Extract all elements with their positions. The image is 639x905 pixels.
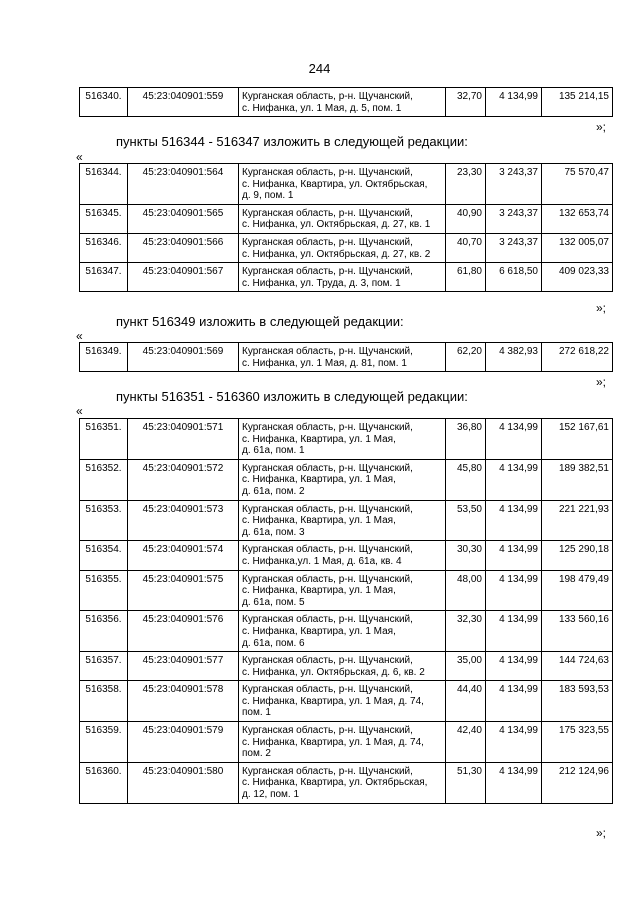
row-number-cell xyxy=(80,164,128,205)
area-cell xyxy=(446,681,486,722)
area-cell xyxy=(446,88,486,117)
row-number-cell xyxy=(80,343,128,372)
cadastral-value-cell xyxy=(542,681,613,722)
table-row xyxy=(80,343,613,372)
cadastral-number-text: 45:23:040901:574 xyxy=(142,544,224,556)
address-text: Курганская область, р-н. Щучанский, xyxy=(242,544,413,556)
address-text: Курганская область, р-н. Щучанский, xyxy=(242,167,413,178)
address-text: Курганская область, р-н. Щучанский, xyxy=(242,207,413,219)
table-row xyxy=(80,164,613,205)
unit-value-text: 4 134,99 xyxy=(499,765,538,777)
address-text: Курганская область, р-н. Щучанский, xyxy=(242,422,413,433)
address-text: Курганская область, р-н. Щучанский, xyxy=(242,346,413,357)
address-text: Курганская область, р-н. Щучанский, xyxy=(242,655,413,667)
unit-value-text: 4 134,99 xyxy=(499,684,538,696)
area-cell xyxy=(446,500,486,541)
address-text: с. Нифанка, Квартира, ул. 1 Мая, xyxy=(242,474,396,486)
row-number-text: 516353. xyxy=(85,503,122,515)
area-cell xyxy=(446,164,486,205)
address-text: Курганская область, р-н. Щучанский, xyxy=(242,266,413,278)
page-number: 244 xyxy=(308,61,331,76)
cadastral-number-cell xyxy=(128,419,239,460)
cadastral-number-cell xyxy=(128,652,239,681)
address-text: д. 61а, пом. 1 xyxy=(242,445,305,457)
unit-value-cell xyxy=(486,164,542,205)
address-text: с. Нифанка, ул. Октябрьская, д. 27, кв. 1 xyxy=(242,219,431,231)
area-text: 40,90 xyxy=(456,207,482,219)
row-number-cell xyxy=(80,233,128,262)
closing-quote: »; xyxy=(596,826,607,840)
unit-value-text: 4 134,99 xyxy=(499,462,538,474)
address-cell xyxy=(239,681,446,722)
row-number-text: 516346. xyxy=(85,236,122,248)
area-cell xyxy=(446,343,486,372)
table-row xyxy=(80,652,613,681)
cadastral-value-text: 132 005,07 xyxy=(558,236,609,248)
cadastral-value-text: 135 214,15 xyxy=(558,91,609,102)
cadastral-value-cell xyxy=(542,343,613,372)
unit-value-text: 4 134,99 xyxy=(499,614,538,626)
cadastral-value-text: 125 290,18 xyxy=(558,544,609,556)
cadastral-value-cell xyxy=(542,722,613,763)
unit-value-cell xyxy=(486,611,542,652)
opening-quote: « xyxy=(76,150,83,164)
address-cell xyxy=(239,570,446,611)
address-text: пом. 2 xyxy=(242,748,271,760)
address-cell xyxy=(239,500,446,541)
row-number-cell xyxy=(80,541,128,570)
row-number-cell xyxy=(80,500,128,541)
address-text: с. Нифанка, Квартира, ул. 1 Мая, д. 74, xyxy=(242,736,424,748)
area-text: 23,30 xyxy=(456,167,482,178)
cadastral-number-cell xyxy=(128,204,239,233)
cadastral-value-text: 198 479,49 xyxy=(558,573,609,585)
table-row xyxy=(80,419,613,460)
area-text: 45,80 xyxy=(456,462,482,474)
address-cell xyxy=(239,419,446,460)
cadastral-value-text: 132 653,74 xyxy=(558,207,609,219)
row-number-text: 516347. xyxy=(85,266,122,278)
unit-value-cell xyxy=(486,88,542,117)
unit-value-cell xyxy=(486,762,542,803)
address-text: Курганская область, р-н. Щучанский, xyxy=(242,462,413,474)
cadastral-number-text: 45:23:040901:569 xyxy=(142,346,224,357)
table-row xyxy=(80,611,613,652)
cadastral-value-cell xyxy=(542,263,613,292)
unit-value-cell xyxy=(486,459,542,500)
table-row xyxy=(80,762,613,803)
register-table-top xyxy=(79,87,613,117)
address-text: с. Нифанка, Квартира, ул. 1 Мая, xyxy=(242,625,396,637)
area-text: 62,20 xyxy=(456,346,482,357)
address-text: Курганская область, р-н. Щучанский, xyxy=(242,573,413,585)
address-text: пом. 1 xyxy=(242,707,271,719)
row-number-text: 516349. xyxy=(85,346,122,357)
cadastral-value-cell xyxy=(542,500,613,541)
area-cell xyxy=(446,722,486,763)
cadastral-value-cell xyxy=(542,541,613,570)
area-cell xyxy=(446,652,486,681)
address-text: Курганская область, р-н. Щучанский, xyxy=(242,614,413,626)
address-text: д. 9, пом. 1 xyxy=(242,190,294,202)
address-cell xyxy=(239,459,446,500)
cadastral-value-cell xyxy=(542,419,613,460)
row-number-cell xyxy=(80,263,128,292)
row-number-text: 516358. xyxy=(85,684,122,696)
table-row xyxy=(80,541,613,570)
row-number-cell xyxy=(80,419,128,460)
register-table-3 xyxy=(79,418,613,804)
unit-value-text: 3 243,37 xyxy=(499,207,538,219)
cadastral-value-text: 212 124,96 xyxy=(558,765,609,777)
row-number-text: 516359. xyxy=(85,725,122,737)
amendment-instruction: пункты 516344 - 516347 изложить в следующей редакции: xyxy=(116,134,468,149)
row-number-cell xyxy=(80,88,128,117)
cadastral-number-text: 45:23:040901:572 xyxy=(142,462,224,474)
address-text: д. 61а, пом. 5 xyxy=(242,596,305,608)
cadastral-number-text: 45:23:040901:576 xyxy=(142,614,224,626)
area-cell xyxy=(446,570,486,611)
area-text: 35,00 xyxy=(456,655,482,667)
closing-quote: »; xyxy=(596,375,607,389)
cadastral-number-cell xyxy=(128,570,239,611)
table-row xyxy=(80,459,613,500)
unit-value-text: 3 243,37 xyxy=(499,167,538,178)
area-text: 61,80 xyxy=(456,266,482,278)
closing-quote: »; xyxy=(596,120,607,134)
register-table-2 xyxy=(79,342,613,372)
area-cell xyxy=(446,611,486,652)
row-number-text: 516344. xyxy=(85,167,122,178)
address-cell xyxy=(239,762,446,803)
cadastral-value-text: 75 570,47 xyxy=(564,167,609,178)
cadastral-value-cell xyxy=(542,204,613,233)
area-text: 53,50 xyxy=(456,503,482,515)
area-text: 30,30 xyxy=(456,544,482,556)
table-row xyxy=(80,500,613,541)
closing-quote: »; xyxy=(596,301,607,315)
address-text: с. Нифанка, Квартира, ул. Октябрьская, xyxy=(242,178,428,190)
area-text: 42,40 xyxy=(456,725,482,737)
cadastral-number-cell xyxy=(128,164,239,205)
unit-value-text: 4 134,99 xyxy=(499,544,538,556)
row-number-text: 516356. xyxy=(85,614,122,626)
cadastral-value-text: 133 560,16 xyxy=(558,614,609,626)
address-text: с. Нифанка, ул. Октябрьская, д. 27, кв. 2 xyxy=(242,248,431,260)
cadastral-number-cell xyxy=(128,88,239,117)
opening-quote: « xyxy=(76,404,83,418)
cadastral-number-text: 45:23:040901:566 xyxy=(142,236,224,248)
cadastral-number-cell xyxy=(128,343,239,372)
row-number-cell xyxy=(80,570,128,611)
cadastral-value-text: 152 167,61 xyxy=(558,422,609,433)
unit-value-cell xyxy=(486,541,542,570)
cadastral-number-cell xyxy=(128,611,239,652)
address-text: с. Нифанка, Квартира, ул. 1 Мая, д. 74, xyxy=(242,695,424,707)
area-text: 32,70 xyxy=(456,91,482,102)
area-cell xyxy=(446,419,486,460)
unit-value-cell xyxy=(486,500,542,541)
address-cell xyxy=(239,263,446,292)
row-number-cell xyxy=(80,722,128,763)
address-cell xyxy=(239,611,446,652)
row-number-text: 516345. xyxy=(85,207,122,219)
cadastral-number-text: 45:23:040901:567 xyxy=(142,266,224,278)
area-cell xyxy=(446,459,486,500)
cadastral-number-text: 45:23:040901:571 xyxy=(142,422,224,433)
table-row xyxy=(80,233,613,262)
row-number-text: 516360. xyxy=(85,765,122,777)
area-text: 44,40 xyxy=(456,684,482,696)
row-number-cell xyxy=(80,681,128,722)
cadastral-value-text: 221 221,93 xyxy=(558,503,609,515)
address-text: с. Нифанка, Квартира, ул. 1 Мая, xyxy=(242,515,396,527)
unit-value-text: 4 134,99 xyxy=(499,725,538,737)
area-cell xyxy=(446,263,486,292)
cadastral-number-cell xyxy=(128,681,239,722)
cadastral-value-cell xyxy=(542,762,613,803)
unit-value-text: 4 134,99 xyxy=(499,573,538,585)
cadastral-value-cell xyxy=(542,652,613,681)
address-text: д. 61а, пом. 2 xyxy=(242,485,305,497)
cadastral-number-text: 45:23:040901:575 xyxy=(142,573,224,585)
row-number-text: 516354. xyxy=(85,544,122,556)
cadastral-number-cell xyxy=(128,500,239,541)
cadastral-number-text: 45:23:040901:565 xyxy=(142,207,224,219)
unit-value-text: 4 134,99 xyxy=(499,422,538,433)
row-number-text: 516357. xyxy=(85,655,122,667)
address-text: Курганская область, р-н. Щучанский, xyxy=(242,503,413,515)
address-text: с. Нифанка, ул. 1 Мая, д. 81, пом. 1 xyxy=(242,357,407,369)
cadastral-number-text: 45:23:040901:578 xyxy=(142,684,224,696)
address-cell xyxy=(239,164,446,205)
row-number-cell xyxy=(80,762,128,803)
address-text: с. Нифанка, Квартира, ул. Октябрьская, xyxy=(242,777,428,789)
address-text: с. Нифанка, Квартира, ул. 1 Мая, xyxy=(242,433,396,445)
address-text: с. Нифанка,ул. 1 Мая, д. 61а, кв. 4 xyxy=(242,555,402,567)
table-row xyxy=(80,88,613,117)
amendment-instruction: пункты 516351 - 516360 изложить в следующей редакции: xyxy=(116,389,468,404)
table-row xyxy=(80,204,613,233)
address-text: д. 12, пом. 1 xyxy=(242,789,300,801)
row-number-text: 516355. xyxy=(85,573,122,585)
area-text: 32,30 xyxy=(456,614,482,626)
row-number-cell xyxy=(80,652,128,681)
cadastral-number-cell xyxy=(128,459,239,500)
area-cell xyxy=(446,204,486,233)
area-text: 48,00 xyxy=(456,573,482,585)
address-text: с. Нифанка, ул. Октябрьская, д. 6, кв. 2 xyxy=(242,666,425,678)
row-number-cell xyxy=(80,459,128,500)
unit-value-text: 4 382,93 xyxy=(499,346,538,357)
unit-value-text: 3 243,37 xyxy=(499,236,538,248)
address-text: Курганская область, р-н. Щучанский, xyxy=(242,765,413,777)
cadastral-value-cell xyxy=(542,164,613,205)
table-row xyxy=(80,722,613,763)
cadastral-number-text: 45:23:040901:580 xyxy=(142,765,224,777)
row-number-text: 516351. xyxy=(85,422,122,433)
area-cell xyxy=(446,541,486,570)
cadastral-number-cell xyxy=(128,233,239,262)
cadastral-value-cell xyxy=(542,611,613,652)
cadastral-value-cell xyxy=(542,233,613,262)
address-cell xyxy=(239,204,446,233)
address-cell xyxy=(239,652,446,681)
opening-quote: « xyxy=(76,329,83,343)
area-text: 51,30 xyxy=(456,765,482,777)
cadastral-value-text: 409 023,33 xyxy=(558,266,609,278)
area-text: 36,80 xyxy=(456,422,482,433)
unit-value-text: 4 134,99 xyxy=(499,91,538,102)
cadastral-value-cell xyxy=(542,570,613,611)
row-number-cell xyxy=(80,611,128,652)
cadastral-value-text: 189 382,51 xyxy=(558,462,609,474)
address-cell xyxy=(239,722,446,763)
address-cell xyxy=(239,233,446,262)
area-cell xyxy=(446,233,486,262)
cadastral-number-text: 45:23:040901:573 xyxy=(142,503,224,515)
row-number-text: 516352. xyxy=(85,462,122,474)
unit-value-cell xyxy=(486,652,542,681)
unit-value-cell xyxy=(486,204,542,233)
unit-value-cell xyxy=(486,263,542,292)
address-cell xyxy=(239,88,446,117)
unit-value-cell xyxy=(486,681,542,722)
unit-value-text: 4 134,99 xyxy=(499,503,538,515)
table-row xyxy=(80,681,613,722)
address-text: с. Нифанка, Квартира, ул. 1 Мая, xyxy=(242,585,396,597)
cadastral-number-cell xyxy=(128,541,239,570)
table-row xyxy=(80,263,613,292)
cadastral-value-text: 175 323,55 xyxy=(558,725,609,737)
cadastral-number-text: 45:23:040901:579 xyxy=(142,725,224,737)
unit-value-text: 4 134,99 xyxy=(499,655,538,667)
cadastral-number-cell xyxy=(128,762,239,803)
address-cell xyxy=(239,541,446,570)
area-text: 40,70 xyxy=(456,236,482,248)
cadastral-value-text: 183 593,53 xyxy=(558,684,609,696)
unit-value-cell xyxy=(486,343,542,372)
unit-value-cell xyxy=(486,570,542,611)
amendment-instruction: пункт 516349 изложить в следующей редакции: xyxy=(116,314,404,329)
address-cell xyxy=(239,343,446,372)
address-text: д. 61а, пом. 6 xyxy=(242,637,305,649)
register-table-1 xyxy=(79,163,613,292)
cadastral-value-text: 272 618,22 xyxy=(558,346,609,357)
address-text: с. Нифанка, ул. 1 Мая, д. 5, пом. 1 xyxy=(242,102,402,114)
row-number-cell xyxy=(80,204,128,233)
address-text: Курганская область, р-н. Щучанский, xyxy=(242,725,413,737)
address-text: Курганская область, р-н. Щучанский, xyxy=(242,236,413,248)
unit-value-text: 6 618,50 xyxy=(499,266,538,278)
cadastral-number-text: 45:23:040901:564 xyxy=(142,167,224,178)
cadastral-value-cell xyxy=(542,459,613,500)
address-text: д. 61а, пом. 3 xyxy=(242,526,305,538)
cadastral-value-text: 144 724,63 xyxy=(558,655,609,667)
address-text: с. Нифанка, ул. Труда, д. 3, пом. 1 xyxy=(242,277,401,289)
cadastral-number-cell xyxy=(128,722,239,763)
cadastral-value-cell xyxy=(542,88,613,117)
cadastral-number-cell xyxy=(128,263,239,292)
unit-value-cell xyxy=(486,722,542,763)
table-row xyxy=(80,570,613,611)
address-text: Курганская область, р-н. Щучанский, xyxy=(242,91,413,102)
unit-value-cell xyxy=(486,419,542,460)
cadastral-number-text: 45:23:040901:577 xyxy=(142,655,224,667)
area-cell xyxy=(446,762,486,803)
cadastral-number-text: 45:23:040901:559 xyxy=(142,91,224,102)
unit-value-cell xyxy=(486,233,542,262)
address-text: Курганская область, р-н. Щучанский, xyxy=(242,684,413,696)
row-number-text: 516340. xyxy=(85,91,122,102)
